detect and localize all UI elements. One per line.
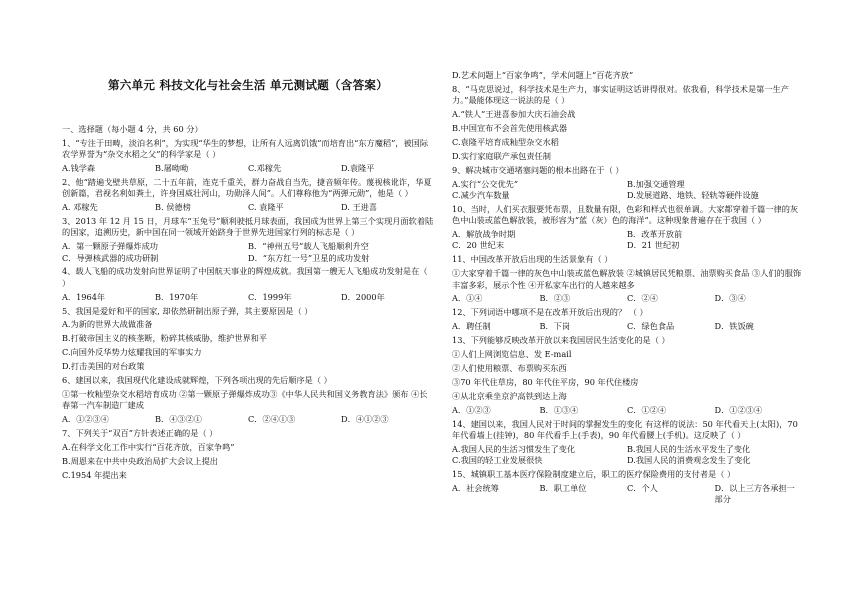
question-line: A.“铁人”王进喜参加大庆石油会战 — [452, 109, 576, 120]
question-line: 5、我国是爱好和平的国家, 却依然研制出原子弹，其主要原因是（ ） — [62, 305, 313, 316]
question-line: ④从北京乘坐京沪高铁到达上海 — [452, 390, 567, 401]
answer-option: A.我国人民的生活习惯发生了变化 — [452, 443, 576, 454]
answer-option: D．“东方红一号”卫星的成功发射 — [248, 252, 370, 263]
left-column — [62, 78, 434, 484]
answer-option: C．导弹核武器的成功研制 — [62, 252, 159, 263]
question-line: 13、下列能够反映改革开放以来我国居民生活变化的是（ ） — [452, 335, 670, 346]
answer-option: D．④①②③ — [341, 414, 389, 425]
document-title: 第六单元 科技文化与社会生活 单元测试题（含答案） — [107, 78, 388, 92]
answer-option: A．①②③④ — [62, 414, 109, 425]
answer-option: D．③④ — [714, 293, 746, 304]
question-line: D.实行家庭联产承包责任制 — [452, 150, 551, 161]
answer-options — [452, 444, 802, 467]
question-line: B.周恩来在中共中央政治局扩大会议上提出 — [62, 455, 218, 466]
answer-options — [452, 293, 802, 304]
question-line: 6、建国以来，我国现代化建设成就辉煌，下列各项出现的先后顺序是（ ） — [62, 375, 332, 386]
answer-option: C.邓稼先 — [248, 162, 282, 173]
question-line: 3、2013 年 12 月 15 日，月球车“玉兔号”顺利驶抵月球表面，我国成为世界上第三个实现月面软着陆的国家，追溯历史，新中国在同一领域开始跻身于世界先进国家行列的标志是（ ） — [62, 216, 434, 238]
answer-option: C．绿色食品 — [627, 321, 675, 332]
answer-option: B．改革开放前 — [627, 229, 683, 240]
answer-option: D．21 世纪初 — [627, 240, 680, 251]
answer-option: A．1964年 — [62, 291, 106, 302]
answer-options — [62, 202, 434, 213]
question-line: ①第一枚籼型杂交水稻培育成功 ②第一颗原子弹爆炸成功③《中华人民共和国义务教育法》颁布 ④长春第一汽车制造厂建成 — [62, 389, 428, 411]
question-line: ①人们上网浏览信息、发 E-mail — [452, 349, 572, 360]
answer-option: C．20 世纪末 — [452, 240, 505, 251]
answer-option: B．下岗 — [539, 321, 571, 332]
answer-option: A．聘任制 — [452, 321, 491, 332]
answer-option: D.发展道路、地铁、轻轨等硬件设施 — [627, 189, 759, 200]
answer-option: B．①③④ — [539, 404, 579, 415]
answer-option: C．①②④ — [627, 404, 667, 415]
answer-option: C．1999年 — [248, 291, 292, 302]
question-line: 1、“专注于田畴，淡泊名利”，为实现“华生的梦想，让所有人远离饥饿”而培育出“东方魔稻”，被国际农学界誉为“杂交水稻之父”的科学家是（ ） — [62, 137, 429, 160]
question-line: ②人们使用粮票、布票购买东西 — [452, 362, 567, 373]
answer-option: A．①②③ — [452, 404, 491, 415]
question-line: D.艺术问题上“百家争鸣”，学术问题上“百花齐放” — [452, 70, 634, 80]
answer-option: D．以上三方各承担一部分 — [714, 482, 795, 505]
answer-option: D. 王进喜 — [341, 202, 378, 213]
answer-option: A．①④ — [452, 293, 483, 304]
answer-option: A.实行“公交优先” — [452, 178, 519, 189]
question-line: B.中国宣布不会首先使用核武器 — [452, 123, 568, 134]
question-line: 8、“马克思说过，科学技术是生产力，事实证明这话讲得很对。依我看，科学技术是第一生产力。”最能体现这一说法的是（ ） — [452, 83, 789, 106]
question-line: C.向国外反华势力炫耀我国的军事实力 — [62, 347, 202, 358]
question-line: C.1954 年提出来 — [62, 469, 127, 480]
question-line: 11、中国改革开放后出现的生活景象有（ ） — [452, 254, 613, 265]
answer-option: D．2000年 — [341, 291, 385, 302]
question-line: 2、他“踏遍戈壁共草原，二十五年前，连克千重关，群力奋战自当先，捷音频年传。蔑视核讹诈，华夏创新篇，君视名利如粪土，许身国威壮河山，功勋泽人间”。人们尊称他为“两弹元勋”，他是（ ） — [62, 176, 432, 199]
answer-option: C．②④①③ — [248, 414, 296, 425]
answer-option: D．铁饭碗 — [714, 321, 754, 332]
answer-option: C．个人 — [627, 482, 658, 493]
question-line: 4、载人飞船的成功发射向世界证明了中国航天事业的辉煌成就。我国第一艘无人飞船成功发射是在（ ） — [62, 266, 428, 288]
right-column — [452, 70, 802, 508]
question-line: 15、城镇职工基本医疗保险制度建立后，职工的医疗保险费用的支付者是（ ） — [452, 469, 736, 480]
answer-options — [62, 241, 434, 264]
question-line: D.打击美国的对台政策 — [62, 361, 145, 372]
question-line: 14、建国以来，我国人民对于时间的掌握发生的变化 有这样的说法：50 年代看天上(太阳)，70 年代看墙上(挂钟)，80 年代看手上(手表)，90 年代看腰上(手机)。这反映了（ ） — [452, 418, 798, 440]
question-line: B.打破帝国主义的核垄断，粉碎其核威胁，维护世界和平 — [62, 333, 268, 344]
right-questions — [452, 70, 802, 506]
answer-options — [452, 405, 802, 416]
answer-option: C. 袁隆平 — [248, 202, 284, 213]
question-line: 10、当时，人们买衣服要凭布票，且数量有限，色彩和样式也很单调。大家都穿着千篇一律的灰色中山装或蓝色解放装，被形容为“蓝（灰）色的海洋”。这种现象普遍存在于我国（ ） — [452, 203, 799, 226]
question-line: C.袁隆平培育成籼型杂交水稻 — [452, 136, 559, 147]
answer-option: B. 侯德榜 — [155, 202, 191, 213]
answer-options — [452, 483, 802, 506]
answer-option: A.钱学森 — [62, 162, 96, 173]
answer-option: B．职工单位 — [539, 482, 587, 493]
answer-option: D．①②③④ — [714, 404, 763, 415]
answer-option: B．④③②① — [155, 414, 202, 425]
answer-option: A．第一颗原子弹爆炸成功 — [62, 241, 158, 252]
answer-option: C.我国的轻工业发展很快 — [452, 455, 543, 466]
answer-option: B．“神州五号”载人飞船顺利升空 — [248, 241, 369, 252]
question-line: 一、选择题（每小题 4 分，共 60 分） — [62, 123, 203, 134]
question-line: 12、下列词语中哪项不是在改革开放后出现的？ （ ） — [452, 307, 648, 318]
question-line: 9、解决城市交通堵塞问题的根本出路在于（ ） — [452, 164, 624, 175]
answer-option: B.屠呦呦 — [155, 162, 189, 173]
answer-option: A．解放战争时期 — [452, 229, 516, 240]
answer-options — [62, 414, 434, 425]
question-line: A.在科学文化工作中实行“百花齐放，百家争鸣” — [62, 442, 235, 453]
answer-options — [62, 292, 434, 303]
answer-option: C.减少汽车数量 — [452, 189, 510, 200]
answer-option: B．1970年 — [155, 291, 199, 302]
answer-option: B.加强交通管理 — [627, 178, 685, 189]
question-line: ①大家穿着千篇一律的灰色中山装或蓝色解放装 ②城镇居民凭粮票、油票购买食品 ③人们的服饰丰富多彩，展示个性 ④开私家车出行的人越来越多 — [452, 268, 802, 290]
answer-option: A．社会统筹 — [452, 482, 499, 493]
answer-option: D.我国人民的消费观念发生了变化 — [627, 455, 751, 466]
question-line: 7、下列关于“双百”方针表述正确的是（ ） — [62, 428, 218, 439]
answer-option: B.我国人民的生活水平发生了变化 — [627, 443, 751, 454]
answer-options — [62, 163, 434, 174]
answer-option: D.袁隆平 — [341, 162, 375, 173]
answer-option: C．②④ — [627, 293, 658, 304]
answer-options — [452, 179, 802, 202]
answer-options — [452, 321, 802, 332]
answer-option: B．②③ — [539, 293, 571, 304]
question-line: A.为新的世界大战做准备 — [62, 319, 153, 330]
left-questions — [62, 124, 434, 481]
question-line: ③70 年代住草房，80 年代住平房，90 年代住楼房 — [452, 376, 639, 387]
answer-option: A. 邓稼先 — [62, 202, 98, 213]
answer-options — [452, 229, 802, 252]
